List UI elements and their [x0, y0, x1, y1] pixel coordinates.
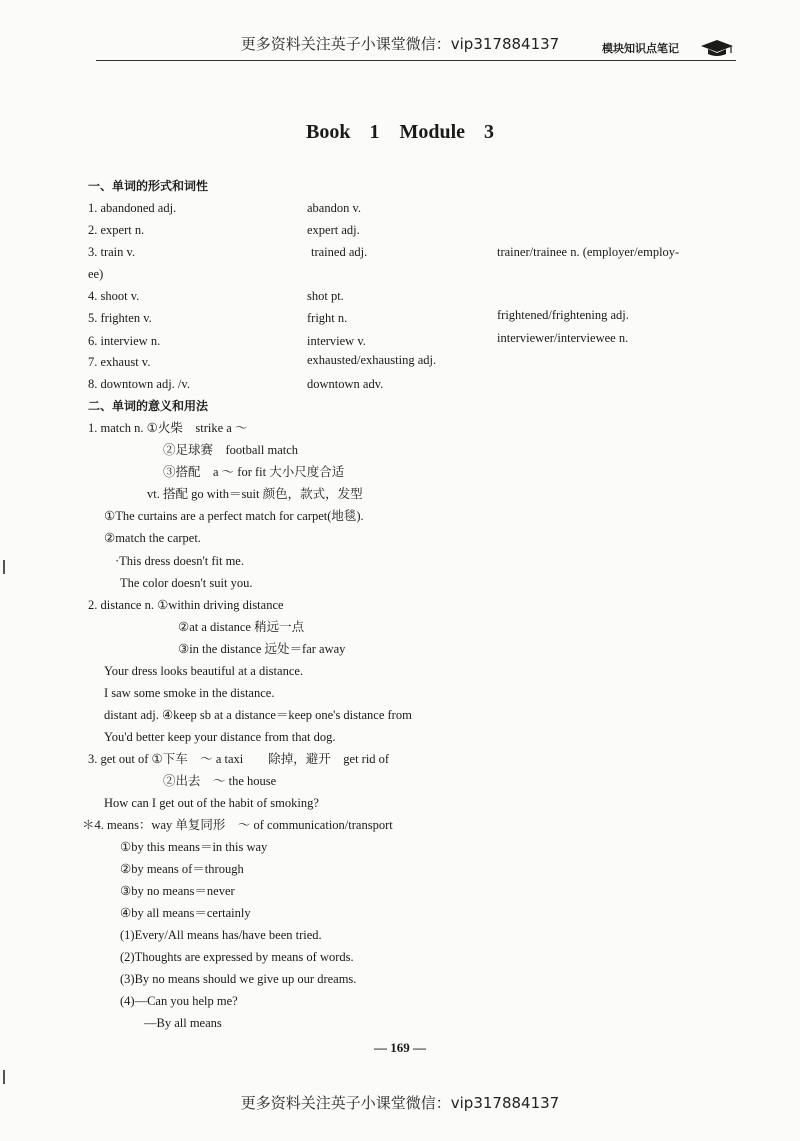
word-form-row-2: 2. expert n. [88, 223, 145, 237]
usage-line-15: You'd better keep your distance from that dog. [104, 730, 336, 744]
usage-line-9: 2. distance n. ①within driving distance [88, 598, 284, 612]
word-form-row-5: 5. frighten v. [88, 311, 152, 325]
page-number: — 169 — [374, 1040, 426, 1055]
scan-edge-mark-2 [3, 1070, 5, 1084]
word-form-row-1-b: abandon v. [307, 201, 362, 215]
usage-line-1: 1. match n. ①火柴 strike a ～ [88, 421, 248, 435]
usage-line-3: ③搭配 a ～ for fit 大小尺度合适 [163, 465, 345, 479]
word-form-row-3-cont: ee) [88, 267, 104, 281]
header-rule [96, 60, 736, 61]
word-form-row-6-b: interview v. [307, 334, 366, 348]
word-form-row-1: 1. abandoned adj. [88, 201, 177, 215]
usage-line-7: ·This dress doesn't fit me. [115, 554, 244, 568]
word-form-row-6-c: interviewer/interviewee n. [497, 331, 629, 345]
usage-line-27: (4)—Can you help me? [120, 994, 238, 1008]
word-form-row-4-b: shot pt. [307, 289, 344, 303]
usage-line-20: ①by this means＝in this way [120, 840, 268, 854]
usage-line-4: vt. 搭配 go with＝suit 颜色，款式，发型 [147, 487, 363, 501]
usage-line-23: ④by all means＝certainly [120, 906, 251, 920]
usage-line-2: ②足球赛 football match [163, 443, 299, 457]
usage-line-13: I saw some smoke in the distance. [104, 686, 275, 700]
word-form-row-3-b: trained adj. [311, 245, 368, 259]
usage-line-18: How can I get out of the habit of smoking? [104, 796, 319, 810]
word-form-row-5-c: frightened/frightening adj. [497, 308, 629, 322]
usage-line-8: The color doesn't suit you. [120, 576, 253, 590]
word-form-row-4: 4. shoot v. [88, 289, 140, 303]
usage-line-25: (2)Thoughts are expressed by means of words. [120, 950, 354, 964]
word-form-row-7-b: exhausted/exhausting adj. [307, 353, 437, 367]
usage-line-26: (3)By no means should we give up our dreams. [120, 972, 357, 986]
section-heading-word-usage: 二、单词的意义和用法 [88, 399, 209, 413]
header-label: 模块知识点笔记 [602, 42, 679, 55]
usage-line-17: ②出去 ～ the house [163, 774, 277, 788]
usage-line-21: ②by means of＝through [120, 862, 244, 876]
section-heading-word-forms: 一、单词的形式和词性 [88, 179, 209, 193]
word-form-row-6: 6. interview n. [88, 334, 161, 348]
usage-line-12: Your dress looks beautiful at a distance. [104, 664, 304, 678]
graduation-cap-icon [700, 38, 734, 58]
word-form-row-5-b: fright n. [307, 311, 348, 325]
page-title: Book 1 Module 3 [305, 121, 495, 143]
watermark-bottom: 更多资料关注英子小课堂微信：vip317884137 [240, 1094, 560, 1112]
watermark-top: 更多资料关注英子小课堂微信：vip317884137 [240, 35, 560, 53]
usage-line-24: (1)Every/All means has/have been tried. [120, 928, 322, 942]
usage-line-11: ③in the distance 远处＝far away [178, 642, 346, 656]
usage-line-19: ＊4. means：way 单复同形 ～ of communication/transport [82, 818, 393, 832]
usage-line-10: ②at a distance 稍远一点 [178, 620, 305, 634]
usage-line-22: ③by no means＝never [120, 884, 235, 898]
word-form-row-3: 3. train v. [88, 245, 136, 259]
word-form-row-7: 7. exhaust v. [88, 355, 151, 369]
usage-line-16: 3. get out of ①下车 ～ a taxi 除掉，避开 get rid of [88, 752, 390, 766]
usage-line-5: ①The curtains are a perfect match for carpet(地毯). [104, 509, 364, 523]
scan-edge-mark [3, 560, 5, 574]
word-form-row-8: 8. downtown adj. /v. [88, 377, 190, 391]
usage-line-28: —By all means [144, 1016, 222, 1030]
word-form-row-3-c: trainer/trainee n. (employer/employ- [497, 245, 680, 259]
word-form-row-2-b: expert adj. [307, 223, 360, 237]
usage-line-14: distant adj. ④keep sb at a distance＝keep one's distance from [104, 708, 412, 722]
word-form-row-8-b: downtown adv. [307, 377, 384, 391]
usage-line-6: ②match the carpet. [104, 531, 201, 545]
